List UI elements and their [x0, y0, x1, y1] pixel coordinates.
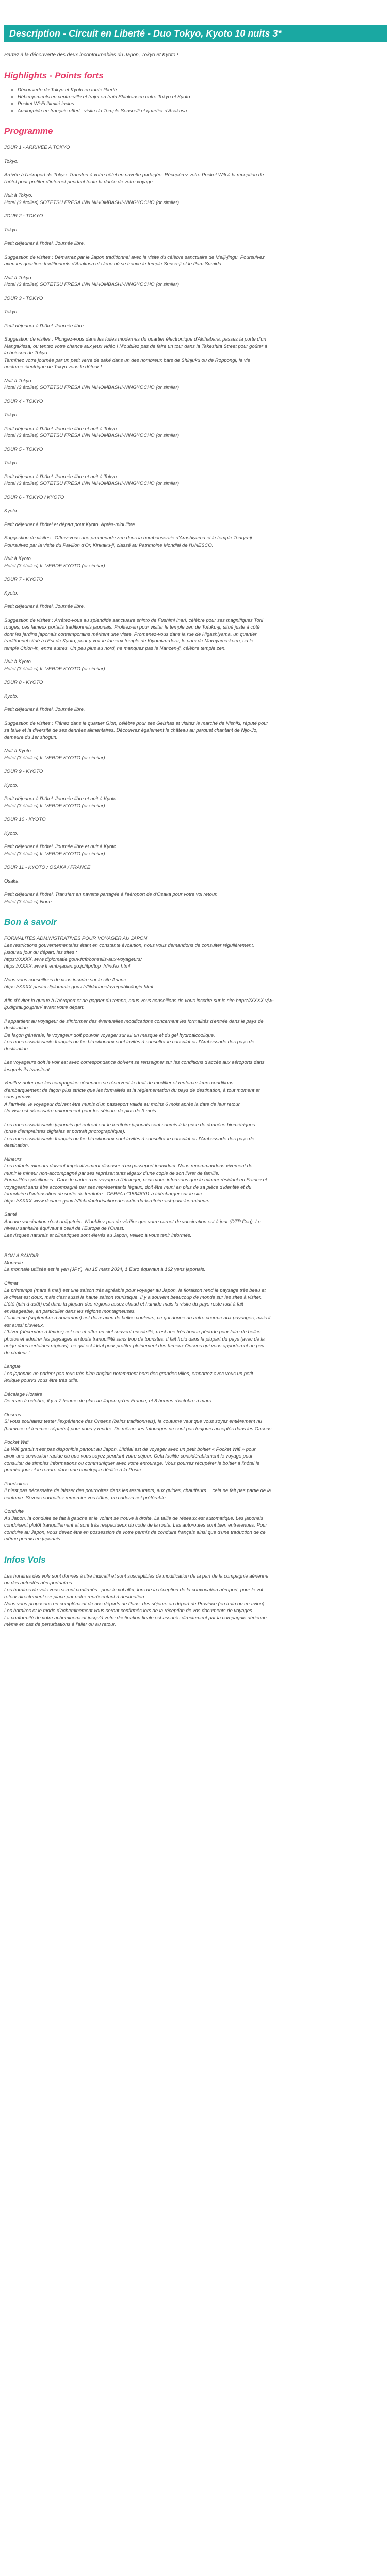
text-line: Terminez votre journée par un petit verre de saké dans un des nombreux bars de Shinjuku ou de Roppongi, la vie	[4, 357, 251, 363]
text-line: conduisent plutôt tranquillement et sont très respectueux du code de la route. Les autoroutes sont bien entretenues. Pour	[4, 1522, 267, 1528]
text-line: JOUR 6 - TOKYO / KYOTO	[4, 494, 64, 500]
text-line: Le Wifi gratuit n'est pas disponible partout au Japon. L'idéal est de voyager avec un petit boitier « Pocket Wifi » pour	[4, 1446, 256, 1452]
spacer	[4, 837, 387, 843]
text-line: Les non-ressortissants français ou les bi-nationaux sont invités à consulter le consulat ou l'Ambassade des pays de	[4, 1136, 254, 1142]
text-line: traditionnel situé à l'Est de Kyoto, pour y voir le fameux temple de Kiyomizu-dera, le parc de Maruyama-koen, ou le	[4, 638, 253, 644]
text-line: https://XXXX.www.diplomatie.gouv.fr/fr/conseils-aux-voyageurs/	[4, 956, 142, 962]
text-line: destination.	[4, 1046, 29, 1052]
text-line: Kyoto.	[4, 508, 18, 514]
text-line: Mangakissa, ou tentez votre chance aux jeux vidéo ! N'oubliez pas de faire un tour dans la Takeshita Street pour goûter à	[4, 343, 268, 349]
text-line: même permis en japonais.	[4, 1536, 62, 1542]
text-line: JOUR 8 - KYOTO	[4, 680, 43, 685]
text-line: Nuit à Tokyo.	[4, 378, 33, 384]
text-line: Petit déjeuner à l'hôtel. Journée libre et nuit à Tokyo.	[4, 473, 118, 480]
text-line: Nuit à Kyoto.	[4, 659, 32, 665]
text-line: avec les quartiers traditionnels d'Asakusa et Ueno où se trouve le temple Senso-ji et le Parc Sumida.	[4, 261, 223, 267]
spacer	[4, 714, 387, 720]
infos-vols-title: Infos Vols	[4, 1554, 46, 1565]
text-line: Petit déjeuner à l'hôtel. Journée libre.	[4, 323, 85, 329]
spacer	[4, 1239, 387, 1246]
text-line: Petit déjeuner à l'hôtel. Journée libre et nuit à Tokyo.	[4, 426, 118, 432]
text-line: l'hôtel pour profiter d'internet pendant toute la durée de votre voyage.	[4, 179, 154, 185]
text-line: Monnaie	[4, 1260, 23, 1266]
text-line: consulter de simples informations ou communiquer avec votre entourage. Vous pourrez récupérer le boîtier à l'hôtel le	[4, 1460, 260, 1466]
text-line: photos et admirer les paysages en toute tranquillité sans trop de touristes. Il fait froid dans la plupart du pays (avec de la	[4, 1336, 265, 1342]
text-line: Un visa est nécessaire uniquement pour les séjours de plus de 3 mois.	[4, 1108, 158, 1114]
text-line: https://XXXX.www.douane.gouv.fr/fiche/autorisation-de-sortie-du-territoire-ast-pour-les-mineurs	[4, 1198, 210, 1204]
highlights-title: Highlights - Points forts	[4, 71, 104, 80]
text-line: JOUR 5 - TOKYO	[4, 446, 43, 452]
text-line: Décalage Horaire	[4, 1391, 42, 1397]
text-line: JOUR 7 - KYOTO	[4, 577, 43, 582]
spacer	[4, 405, 387, 412]
text-line: JOUR 2 - TOKYO	[4, 213, 43, 219]
text-line: La monnaie utilisée est le yen (JPY). Au 15 mars 2024, 1 Euro équivaut à 162 yens japonais.	[4, 1267, 206, 1273]
text-line: Hotel (3 étoiles) IL VERDE KYOTO (or similar)	[4, 755, 105, 761]
text-line: Climat	[4, 1280, 18, 1286]
text-line: L'été (juin à août) est dans la plupart des régions assez chaud et humide mais la visite du pays reste tout à fait	[4, 1301, 243, 1307]
spacer	[4, 1011, 387, 1018]
text-line: Les japonais ne parlent pas tous très bien anglais notamment hors des grandes villes, emportez avec vous un petit	[4, 1370, 253, 1377]
text-line: le climat est doux, mais c'est aussi la haute saison touristique. Il y a souvent beaucoup de monde sur les sites à visiter.	[4, 1294, 262, 1300]
text-line: Osaka.	[4, 878, 20, 884]
text-line: Hotel (3 étoiles) SOTETSU FRESA INN NIHOMBASHI-NINGYOCHO (or similar)	[4, 385, 180, 391]
text-line: Suggestion de visites : Démarrez par le Japon traditionnel avec la visite du célèbre sanctuaire de Meiji-jingu. Poursuivez	[4, 254, 265, 260]
text-line: munir le mineur non-accompagné par ses représentants légaux d'une copie de son livret de famille.	[4, 1170, 220, 1176]
spacer	[4, 1274, 387, 1280]
spacer	[4, 419, 387, 426]
text-line: Suggestion de visites : Plongez-vous dans les folles modernes du quartier électronique d'Akihabara, passez la porte d'un	[4, 336, 266, 342]
text-line: Petit déjeuner à l'hôtel. Journée libre.	[4, 241, 85, 246]
spacer	[4, 1474, 387, 1481]
spacer	[4, 515, 387, 521]
text-line: Les horaires des vols sont donnés à titre indicatif et sont susceptibles de modification de la part de la compagnie aérienne	[4, 1573, 269, 1579]
spacer	[4, 871, 387, 878]
spacer	[4, 392, 387, 398]
spacer	[4, 206, 387, 213]
text-line: Mineurs	[4, 1156, 22, 1162]
text-line: la boisson de Tokyo.	[4, 350, 49, 356]
text-line: Suggestion de visites : Offrez-vous une promenade zen dans la bambouseraie d'Arashiyama et le temple Tenryu-ji.	[4, 535, 254, 541]
spacer	[4, 233, 387, 240]
text-line: (hommes et femmes séparés) pour vous y rendre. De même, les tatouages ne sont pas toujours acceptés dans les Onsens.	[4, 1426, 273, 1432]
text-line: Petit déjeuner à l'hôtel. Journée libre.	[4, 604, 85, 609]
text-line: même en cas de perturbations à l'aller ou au retour.	[4, 1622, 116, 1628]
spacer	[4, 885, 387, 891]
text-line: Tokyo.	[4, 158, 19, 164]
spacer	[4, 611, 387, 617]
text-line: niveau sanitaire équivaut à celui de l'Europe de l'Ouest.	[4, 1226, 125, 1231]
spacer	[4, 686, 387, 693]
spacer	[4, 1205, 387, 1211]
spacer	[4, 453, 387, 460]
spacer	[4, 569, 387, 576]
text-line: Nous vous conseillons de vous inscrire sur le site Ariane :	[4, 977, 129, 983]
text-line: lexique pourvu vous être très utile.	[4, 1378, 79, 1383]
spacer	[4, 700, 387, 706]
spacer	[4, 1501, 387, 1508]
text-line: Aucune vaccination n'est obligatoire. N'oubliez pas de vérifier que votre carnet de vaccination est à jour (DTP Coq). Le	[4, 1218, 261, 1225]
spacer	[4, 1246, 387, 1252]
text-line: Formalités spécifiques : Dans le cadre d'un voyage à l'étranger, nous vous informons que le mineur résidant en France et	[4, 1177, 267, 1183]
spacer	[4, 775, 387, 782]
spacer	[4, 789, 387, 795]
spacer	[4, 823, 387, 830]
text-line: Langue	[4, 1364, 21, 1369]
text-line: d'embarquement de façon plus stricte que les formalités et la réglementation du pays de destination, à tout moment et	[4, 1087, 260, 1093]
text-line: ou des autorités aéroportuaires.	[4, 1580, 74, 1586]
spacer	[4, 741, 387, 748]
text-line: formulaire d'autorisation de sortie de territoire : CERFA n°15646*01 à télécharger sur le site :	[4, 1191, 205, 1197]
text-line: Les restrictions gouvernementales étant en constante évolution, nous vous demandons de consulter régulièrement,	[4, 942, 254, 948]
text-line: Les voyageurs doit le voir est avec correspondance doivent se renseigner sur les conditions d'accès aux aéroports dans	[4, 1060, 265, 1065]
text-line: Les non-ressortissants japonais qui entrent sur le territoire japonais sont soumis à la prise de données biométriques	[4, 1122, 255, 1128]
spacer	[4, 1357, 387, 1363]
text-line: JOUR 10 - KYOTO	[4, 817, 46, 822]
page-title-banner: Description - Circuit en Liberté - Duo Tokyo, Kyoto 10 nuits 3*	[4, 25, 387, 42]
intro-text: Partez à la découverte des deux incontournables du Japon, Tokyo et Kyoto !	[4, 52, 178, 58]
text-line: nocturne électrique de Tokyo vous le détour !	[4, 364, 102, 370]
text-line: Petit déjeuner à l'hôtel. Transfert en navette partagée à l'aéroport de d'Osaka pour votre vol retour.	[4, 892, 218, 897]
text-line: Tokyo.	[4, 309, 19, 315]
text-line: https://XXXX.www.fr.emb-japan.go.jp/itpr/top_fr/index.html	[4, 963, 131, 969]
highlight-item: • Pocket Wi-Fi illimité inclus	[18, 100, 387, 108]
spacer	[4, 467, 387, 473]
text-line: Suggestion de visites : Flânez dans le quartier Gion, célèbre pour ses Geishas et visitez le marché de Nishiki, réputé pour	[4, 720, 268, 726]
bon-a-savoir-title: Bon à savoir	[4, 917, 57, 927]
text-line: Nuit à Kyoto.	[4, 556, 32, 562]
text-line: Les horaires et le mode d'acheminement vous seront confirmés lors de la réception de vos documents de voyages.	[4, 1608, 254, 1614]
text-line: Petit déjeuner à l'hôtel. Journée libre et nuit à Kyoto.	[4, 796, 118, 802]
text-line: de chaleur !	[4, 1350, 30, 1356]
text-line: Hotel (3 étoiles) SOTETSU FRESA INN NIHOMBASHI-NINGYOCHO (or similar)	[4, 433, 180, 438]
text-line: Hotel (3 étoiles) SOTETSU FRESA INN NIHOMBASHI-NINGYOCHO (or similar)	[4, 282, 180, 287]
spacer	[4, 289, 387, 295]
spacer	[4, 652, 387, 658]
text-line: BON A SAVOIR	[4, 1253, 39, 1259]
text-line: JOUR 4 - TOKYO	[4, 398, 43, 404]
text-line: Nous vous proposons en complément de nos départs de Paris, des séjours au départ de Province (en train ou en avion).	[4, 1601, 266, 1607]
text-line: Afin d'éviter la queue à l'aéroport et de gagner du temps, nous vous conseillons de vous inscrire sur le site https://XXXX.vjw-	[4, 997, 274, 1004]
spacer	[4, 220, 387, 227]
text-line: sa taille et la diversité de ses denrées alimentaires. Découvrez également le château au parquet chantant de Nijo-Jo,	[4, 727, 258, 733]
text-line: temple Chion-in, entre autres. Un peu plus au nord, ne manquez pas le Nanzen-ji, célèbre temple zen.	[4, 645, 226, 651]
text-line: Suggestion de visites : Arrêtez-vous au splendide sanctuaire shinto de Fushimi Inari, célèbre pour ses magnifiques Torii	[4, 617, 264, 623]
text-line: conduire au Japon, vous devez être en possession de votre permis de conduire français ainsi que d'une traduction de ce	[4, 1529, 266, 1535]
text-line: retour directement sur place par notre représentant à destination.	[4, 1594, 146, 1600]
text-line: Il n'est pas nécessaire de laisser des pourboires dans les restaurants, aux guides, chauffeurs… cela ne fait pas partie de la	[4, 1488, 271, 1494]
text-line: destination.	[4, 1143, 29, 1148]
text-line: La conformité de votre acheminement jusqu'à votre destination finale est assurée directement par la compagnie aérienne,	[4, 1615, 268, 1621]
text-line: Kyoto.	[4, 590, 18, 596]
text-line: FORMALITES ADMINISTRATIVES POUR VOYAGER AU JAPON	[4, 936, 148, 941]
text-line: lesquels ils transitent.	[4, 1066, 51, 1073]
programme-title: Programme	[4, 126, 53, 136]
text-line: Pocket Wifi	[4, 1439, 29, 1445]
text-line: Nuit à Tokyo.	[4, 193, 33, 198]
spacer	[4, 672, 387, 679]
spacer	[4, 1149, 387, 1156]
text-line: Hotel (3 étoiles) SOTETSU FRESA INN NIHOMBASHI-NINGYOCHO (or similar)	[4, 199, 180, 206]
spacer	[4, 1053, 387, 1059]
text-line: Kyoto.	[4, 830, 18, 836]
spacer	[4, 439, 387, 446]
spacer	[4, 1073, 387, 1080]
spacer	[4, 1384, 387, 1391]
spacer	[4, 371, 387, 378]
text-line: rouges, ces fameux portails traditionnels japonais. Profitez-en pour visiter le temple zen de Tofuku-ji, situé juste à côté	[4, 624, 260, 630]
text-line: L'automne (septembre à novembre) est doux avec de belles couleurs, ce qui donne un autre charme aux paysages, mais il	[4, 1315, 271, 1321]
bon-a-savoir-body	[4, 935, 387, 1543]
spacer	[4, 316, 387, 323]
spacer	[4, 487, 387, 494]
spacer	[4, 991, 387, 997]
text-line: destination.	[4, 1025, 29, 1031]
text-line: Au Japon, la conduite se fait à gauche et le volant se trouve à droite. La taille de réseaux est automatique. Les japonais	[4, 1515, 264, 1521]
text-line: Nuit à Kyoto.	[4, 748, 32, 754]
text-line: JOUR 9 - KYOTO	[4, 769, 43, 774]
spacer	[4, 528, 387, 535]
text-line: L'hiver (décembre à février) est sec et offre un ciel souvent ensoleillé, c'est une très bonne période pour faire de belles	[4, 1329, 261, 1335]
spacer	[4, 165, 387, 172]
text-line: Nuit à Tokyo.	[4, 275, 33, 281]
text-line: premier jour et le rendre dans une enveloppe dédiée à la Poste.	[4, 1467, 143, 1473]
text-line: De mars à octobre, il y a 7 heures de plus au Japon qu'en France, et 8 heures d'octobre à mars.	[4, 1398, 213, 1404]
text-line: jusqu'au jour du départ, les sites :	[4, 950, 77, 955]
text-line: JOUR 3 - TOKYO	[4, 295, 43, 301]
text-line: Tokyo.	[4, 227, 19, 233]
highlight-item: • Audioguide en français offert : visite du Temple Senso-Ji et quartier d'Asakusa	[18, 108, 387, 115]
spacer	[4, 1432, 387, 1439]
text-line: Conduite	[4, 1509, 24, 1514]
text-line: Hotel (3 étoiles) None.	[4, 899, 53, 905]
text-line: voyageant sans être accompagné par ses représentants légaux, doit être muni en plus de sa pièce d'identité et du	[4, 1184, 252, 1190]
programme-body	[4, 144, 387, 905]
text-line: (prise d'empreintes digitales et portrait photographique).	[4, 1129, 126, 1134]
spacer	[4, 1405, 387, 1412]
text-line: Hotel (3 étoiles) IL VERDE KYOTO (or similar)	[4, 803, 105, 809]
spacer	[4, 1115, 387, 1122]
text-line: avoir une connexion rapide où que vous soyez pendant votre séjour. Cela facilite considérablement le voyage pour	[4, 1453, 253, 1459]
spacer	[4, 302, 387, 309]
text-line: Petit déjeuner à l'hôtel et départ pour Kyoto. Après-midi libre.	[4, 521, 136, 528]
spacer	[4, 268, 387, 275]
text-line: Le printemps (mars à mai) est une saison très agréable pour voyager au Japon, la floraison rend le paysage très beau et	[4, 1287, 266, 1293]
text-line: Kyoto.	[4, 782, 18, 788]
highlights-list	[4, 87, 387, 114]
text-line: Kyoto.	[4, 693, 18, 699]
text-line: Petit déjeuner à l'hôtel. Journée libre et nuit à Kyoto.	[4, 844, 118, 850]
spacer	[4, 247, 387, 254]
text-line: Les enfants mineurs doivent impérativement disposer d'un passeport individuel. Nous recommandons vivement de	[4, 1163, 253, 1169]
text-line: Il appartient au voyageur de s'informer des éventuelles modifications concernant les formalités d'entrée dans le pays de	[4, 1018, 264, 1024]
text-line: Arrivée à l'aéroport de Tokyo. Transfert à votre hôtel en navette partagée. Récupérez votre Pocket Wifi à la réception de	[4, 172, 264, 178]
text-line: Poursuivez par la visite du Pavillon d'Or, Kinkaku-ji, classé au Patrimoine Mondial de l'UNESCO.	[4, 542, 214, 548]
text-line: Hotel (3 étoiles) SOTETSU FRESA INN NIHOMBASHI-NINGYOCHO (or similar)	[4, 481, 180, 486]
text-line: dont les jardins japonais contemporains méritent une visite. Promenez-vous dans la rue de Higashiyama, un quartier	[4, 631, 257, 637]
text-line: JOUR 1 - ARRIVEE A TOKYO	[4, 145, 70, 150]
text-line: envisageable, en particulier dans les régions montagneuses.	[4, 1308, 136, 1314]
text-line: Tokyo.	[4, 412, 19, 418]
text-line: Santé	[4, 1212, 17, 1217]
spacer	[4, 809, 387, 816]
text-line: demeure du 1er shogun.	[4, 734, 58, 740]
text-line: Hotel (3 étoiles) IL VERDE KYOTO (or similar)	[4, 851, 105, 857]
spacer	[4, 970, 387, 977]
highlight-item: • Hébergements en centre-ville et trajet en train Shinkansen entre Tokyo et Kyoto	[18, 94, 387, 101]
highlight-item: • Découverte de Tokyo et Kyoto en toute liberté	[18, 87, 387, 94]
text-line: De façon générale, le voyageur doit pouvoir voyager sur lui un masque et du gel hydroalcoolique.	[4, 1032, 215, 1038]
text-line: https://XXXX.pastel.diplomatie.gouv.fr/fildariane/dyn/public/login.html	[4, 984, 153, 990]
infos-vols-body	[4, 1573, 387, 1629]
text-line: Si vous souhaitez tester l'expérience des Onsens (bains traditionnels), la coutume veut que vous soyez entièrement nu	[4, 1419, 262, 1425]
text-line: est aussi pluvieux.	[4, 1322, 44, 1328]
text-line: Les risques naturels et climatiques sont élevés au Japon, veillez à vous tenir informés.	[4, 1232, 192, 1239]
spacer	[4, 151, 387, 158]
text-line: Hotel (3 étoiles) IL VERDE KYOTO (or similar)	[4, 563, 105, 569]
spacer	[4, 597, 387, 603]
page	[0, 25, 391, 1629]
text-line: neige dans certaines régions), ce qui est idéal pour profiter pleinement des fameux Onsens qui vous apporteront un peu	[4, 1343, 265, 1349]
spacer	[4, 185, 387, 192]
text-line: Veuillez noter que les compagnies aériennes se réservent le droit de modifier et renforcer leurs conditions	[4, 1080, 234, 1086]
text-line: Tokyo.	[4, 460, 19, 466]
text-line: Onsens	[4, 1412, 21, 1418]
text-line: Les non-ressortissants français ou les bi-nationaux sont invités à consulter le consulat ou l'Ambassade des pays de	[4, 1039, 254, 1045]
text-line: lp.digital.go.jp/en/ avant votre départ.	[4, 1005, 85, 1010]
text-line: Pourboires	[4, 1481, 28, 1487]
spacer	[4, 583, 387, 590]
text-line: Petit déjeuner à l'hôtel. Journée libre.	[4, 707, 85, 713]
text-line: coutume. Si vous souhaitez remercier vos hôtes, un cadeau est préférable.	[4, 1495, 167, 1501]
spacer	[4, 857, 387, 864]
spacer	[4, 501, 387, 507]
text-line: Hotel (3 étoiles) IL VERDE KYOTO (or similar)	[4, 666, 105, 672]
text-line: sans préavis.	[4, 1094, 33, 1100]
text-line: JOUR 11 - KYOTO / OSAKA / FRANCE	[4, 865, 91, 870]
spacer	[4, 549, 387, 555]
spacer	[4, 761, 387, 768]
text-line: A l'arrivée, le voyageur doivent être munis d'un passeport valide au moins 6 mois après la date de leur retour.	[4, 1101, 241, 1107]
spacer	[4, 329, 387, 336]
text-line: Les horaires de vols vous seront confirmés : pour le vol aller, lors de la réception de la convocation aéroport, pour le vol	[4, 1587, 263, 1593]
